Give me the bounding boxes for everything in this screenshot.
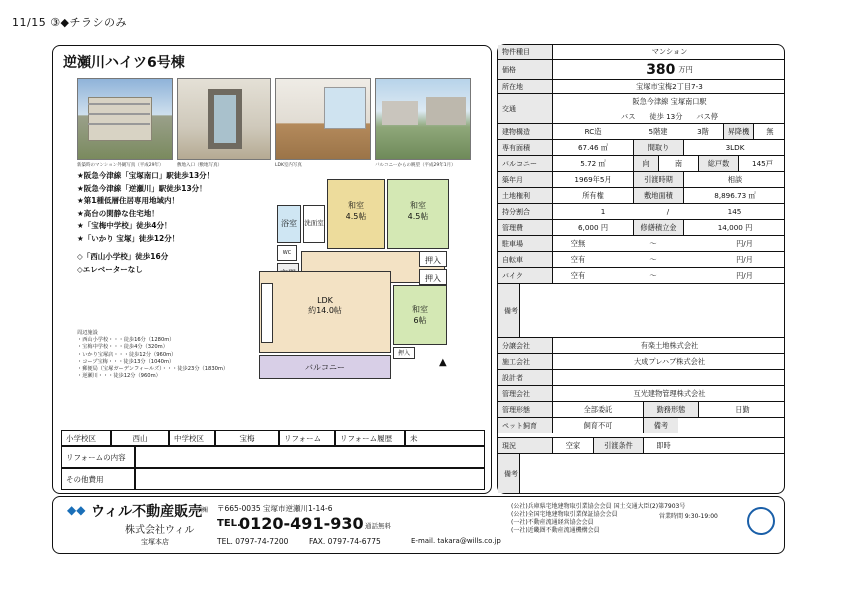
layout-label: 間取り [633,140,683,155]
pet-label: ペット飼育 [498,418,553,433]
hours-note: 営業時間 9:30-19:00 [659,513,718,520]
price-number: 380 [646,61,676,78]
row-built [498,171,784,187]
license-line: (公社)兵庫県宅地建物取引業協会会員 国土交通大臣(2)第7903号 [511,503,686,510]
transport-minutes: 徒歩 13分 [649,111,683,121]
company-suffix: ㈱ [201,506,208,514]
company-address: 〒665-0035 宝塚市逆瀬川1-14-6 [217,504,333,513]
remarks-label: 備考 [498,454,520,493]
handover-label: 引渡条件 [593,438,643,453]
row-builder [498,353,784,369]
total-units-label: 総戸数 [698,156,738,171]
mgmt-fee-label: 管理費 [498,220,553,235]
direction-value: 南 [658,156,698,171]
transport-bus: バス [621,111,636,121]
license-line: (公社)全国宅地建物取引業保証協会会員 [511,511,618,518]
closet-1: 押入 [419,251,447,267]
feature-item: ◇エレベーターなし [77,264,143,274]
row-designer [498,369,784,385]
price-label: 価格 [498,60,553,79]
feature-item: ★「宝梅中学校」徒歩4分！ [77,221,172,230]
wash-room: 洗面室 [303,205,325,243]
nearby-facilities [77,330,228,380]
ldk-room: LDK 約14.0帖 [259,271,391,353]
price-value [553,60,786,79]
reform-content-label: リフォームの内容 [61,446,135,468]
repair-fee-value: 14,000 円 [683,220,786,235]
feature-list [77,170,214,276]
land-area-value: 8,896.73 ㎡ [683,188,786,203]
floors-value: 5階建 [648,126,668,136]
toll-free-note: 通話無料 [365,522,391,530]
transport-label: 交通 [498,94,553,123]
washitsu-room-3: 和室 6帖 [393,285,447,345]
other-costs-label: その他費用 [61,468,135,490]
reform-label: リフォーム [279,430,335,446]
share-label: 持分割合 [498,204,553,219]
layout-value: 3LDK [683,140,786,155]
built-label: 築年月 [498,172,553,187]
pet-value: 飼育不可 [583,420,613,430]
bicycle-status: 空有 [570,254,586,264]
tel-label: TEL. [217,518,241,529]
feature-item: ★「いかり 宝塚」徒歩12分！ [77,233,180,243]
row-structure [498,123,784,139]
view-photo [375,78,471,160]
corporation-name: 株式会社ウィル [125,525,195,536]
property-title: 逆瀬川ハイツ6号棟 [63,55,185,71]
nearby-item: ・郵便局（宝塚ガーデンフィールズ）・・・徒歩23分（1830m） [77,366,229,373]
row-pet [498,417,784,433]
row-parking: 駐車場 空無 ～ 円/月 [498,235,784,251]
total-units-value: 145戸 [738,156,786,171]
property-overview-panel [52,45,492,494]
other-costs-value [135,468,485,490]
elementary-value: 西山 [111,430,169,446]
mgmt-fee-value: 6,000 円 [577,222,609,232]
closet-3: 押入 [393,347,415,359]
row-area [498,139,784,155]
company-name: ウィル不動産販売 [91,504,203,520]
type-label: 物件種目 [498,45,553,59]
land-label: 土地権利 [498,188,553,203]
row-balcony [498,155,784,171]
land-value: 所有権 [582,190,604,200]
reform-content-value [135,446,485,468]
tel-number: TEL. 0797-74-7200 [217,537,289,546]
price-unit: 万円 [678,64,693,74]
type-value: マンション [651,47,688,56]
feature-item: ★高台の閑静な住宅地！ [77,208,159,218]
bath-room: 浴室 [277,205,301,243]
row-status [498,437,784,453]
share-denominator: 145 [727,207,742,216]
work-form-value: 日勤 [698,402,786,417]
row-seller [498,337,784,353]
area-label: 専有面積 [498,140,553,155]
toilet: WC [277,245,297,261]
motorbike-price: 円/月 [736,270,753,280]
seller-value: 有楽土地株式会社 [640,340,699,350]
row-mgmt-form [498,401,784,417]
feature-item: ★第1種低層住居専用地域内！ [77,196,179,205]
washitsu-room-1: 和室 4.5帖 [327,179,385,249]
designer-label: 設計者 [498,370,553,385]
notes-label: 備考 [498,284,520,337]
photo-caption-3: LDK室内写真 [275,163,302,168]
transport-line: 阪急今津線 宝塚南口駅 [632,96,707,106]
feature-item: ★阪急今津線「逆瀬川」駅徒歩13分！ [77,183,207,193]
balcony: バルコニー [259,355,391,379]
row-remarks [498,453,784,493]
company-logo-icon: ◆◆ [67,503,86,517]
manager-label: 管理会社 [498,386,553,401]
closet-2: 押入 [419,269,447,285]
row-price [498,59,784,79]
parking-status: 空無 [570,238,586,248]
fax-number: FAX. 0797-74-6775 [309,537,381,546]
middle-value: 宝梅 [215,430,279,446]
mgmt-form-label: 管理形態 [498,402,553,417]
status-value: 空家 [565,440,581,450]
middle-label: 中学校区 [169,430,215,446]
nearby-item: ・いかり宝塚店・・・徒歩12分（960m） [77,351,177,358]
nearby-item: ・逆瀬川・・・徒歩12分（960m） [77,373,161,380]
share-numerator: 1 [600,207,606,216]
mgmt-form-value: 全部委託 [583,404,613,414]
structure-label: 建物構造 [498,124,553,139]
parking-label: 駐車場 [498,236,553,251]
license-line: (一社)不動産流通経営協会会員 [511,519,594,526]
built-value: 1969年5月 [574,174,612,184]
row-type [498,45,784,59]
delivery-value: 相談 [683,172,786,187]
transport-stop: バス停 [696,111,718,121]
delivery-label: 引渡時期 [633,172,683,187]
manager-value: 互光建物管理株式会社 [633,388,706,398]
row-notes [498,283,784,337]
balcony-label: バルコニー [498,156,553,171]
washitsu-room-2: 和室 4.5帖 [387,179,449,249]
email-address: E-mail. takara@wills.co.jp [411,537,501,545]
reform-history-label: リフォーム履歴 [335,430,405,446]
bicycle-label: 自転車 [498,252,553,267]
structure-value: RC造 [584,126,602,136]
photo-caption-1: 新築時のマンション外観写真（平成29年） [77,163,164,168]
ldk-photo [275,78,371,160]
elevator-label: 昇降機 [723,124,753,139]
row-land [498,187,784,203]
builder-value: 大成プレハブ株式会社 [633,356,706,366]
feature-item: ★阪急今津線「宝塚南口」駅徒歩13分！ [77,171,215,180]
north-arrow-icon: ▲ [439,357,447,368]
exterior-photo [77,78,173,160]
association-mark-icon [747,507,775,535]
land-area-label: 敷地面積 [633,188,683,203]
toll-free-number: 0120-491-930 [239,514,364,533]
location-label: 所在地 [498,80,553,93]
motorbike-status: 空有 [570,270,586,280]
repair-fee-label: 修繕積立金 [633,220,683,235]
row-share [498,203,784,219]
row-motorbike: バイク 空有 ～ 円/月 [498,267,784,283]
seller-label: 分譲会社 [498,338,553,353]
area-value: 67.46 ㎡ [577,142,609,152]
pet-note-label: 備考 [643,418,678,433]
nearby-item: ・コープ宝梅・・・徒歩13分（1040m） [77,358,175,365]
elevator-value: 無 [753,124,786,139]
photo-caption-2: 敷地入口（敷地写真） [177,163,222,168]
elementary-label: 小学校区 [61,430,111,446]
license-line: (一社)近畿圏不動産流通機構会員 [511,527,600,534]
page-header: 11/15 ③◆チラシのみ [12,16,128,29]
row-bicycle: 自転車 空有 ～ 円/月 [498,251,784,267]
branch-name: 宝塚本店 [141,538,169,546]
location-value: 宝塚市宝梅2丁目7-3 [636,81,703,91]
reform-history-value: 未 [405,430,485,446]
photo-caption-4: バルコニーからの眺望（平成29年1月） [375,163,456,168]
status-label: 現況 [498,438,553,453]
handover-value: 即時 [643,438,683,453]
row-location [498,79,784,93]
nearby-title: 周辺施設 [77,330,98,336]
kitchen-counter [261,283,273,343]
balcony-value: 5.72 ㎡ [580,158,606,168]
property-spec-table [497,44,785,494]
floor-plan [249,179,463,384]
row-manager [498,385,784,401]
share-slash: / [666,207,670,216]
work-form-label: 勤務形態 [643,402,698,417]
row-transport [498,93,784,123]
feature-item: ◇「西山小学校」徒歩16分 [77,252,169,261]
row-fees [498,219,784,235]
motorbike-label: バイク [498,268,553,283]
bicycle-price: 円/月 [736,254,753,264]
builder-label: 施工会社 [498,354,553,369]
nearby-item: ・西山小学校・・・徒歩16分（1280m） [77,337,175,344]
parking-price: 円/月 [736,238,753,248]
nearby-item: ・宝梅中学校・・・徒歩4分（320m） [77,344,168,351]
floor-value: 3階 [697,126,709,136]
entrance-photo [177,78,271,160]
company-footer [52,496,785,554]
transport-detail [553,109,786,124]
direction-label: 向 [633,156,658,171]
